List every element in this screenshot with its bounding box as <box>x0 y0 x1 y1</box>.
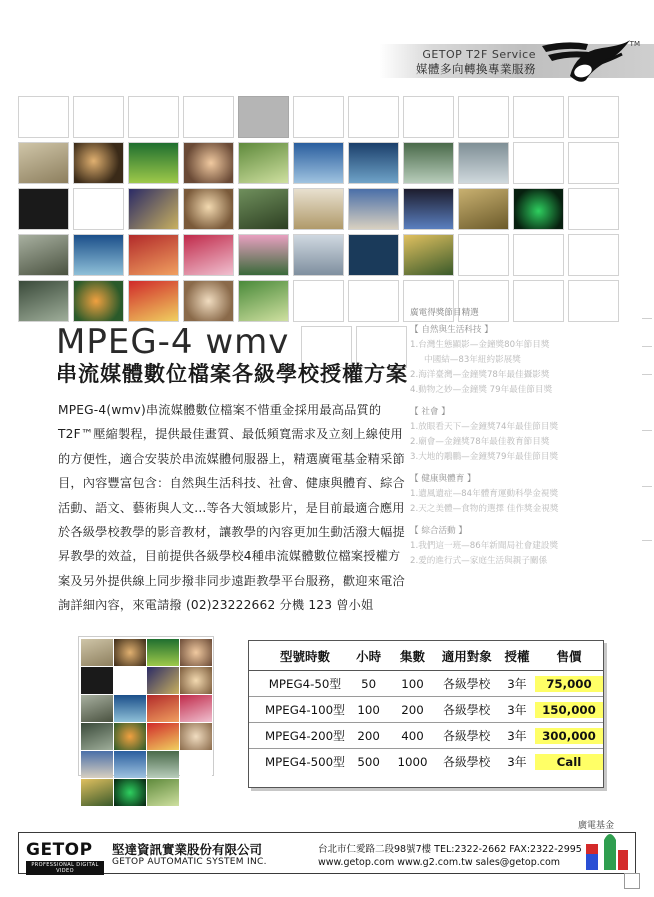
mosaic-tile <box>180 667 212 694</box>
cell-episodes: 1000 <box>397 754 428 769</box>
grid-cell <box>128 96 179 138</box>
grid-cell <box>238 142 289 184</box>
grid-cell <box>128 280 179 322</box>
cell-license: 3年 <box>499 723 535 749</box>
awards-heading: 廣電得獎節目精選 <box>410 308 479 318</box>
mosaic-thumbnails <box>78 636 214 776</box>
trademark-symbol: TM <box>629 40 640 48</box>
awards-group <box>410 472 610 517</box>
cell-target: 各級學校 <box>435 671 499 697</box>
grid-cell <box>348 96 399 138</box>
awards-item: 1.放眼看天下—金鐘獎74年最佳節目獎 <box>410 422 559 433</box>
awards-group <box>410 405 610 465</box>
grid-cell <box>128 142 179 184</box>
awards-item: 1.遺風遺症—84年體育運動科學金視獎 <box>410 489 559 500</box>
awards-item: 2.廟會—金鐘獎78年最佳教育節目獎 <box>410 437 550 448</box>
grid-cell <box>293 96 344 138</box>
grid-cell <box>348 280 399 322</box>
grid-row <box>18 234 636 280</box>
mosaic-tile <box>114 751 146 778</box>
mosaic-tile <box>147 723 179 750</box>
awards-item: 1.台灣生態顯影—金鐘獎80年節目獎 <box>410 340 550 351</box>
cell-license: 3年 <box>499 697 535 723</box>
pricing-table-box <box>248 640 604 788</box>
grid-row <box>18 188 636 234</box>
edge-mark <box>642 374 652 375</box>
col-header-hours: 小時 <box>347 641 390 671</box>
mosaic-tile <box>81 667 113 694</box>
grid-cell <box>183 188 234 230</box>
table-row <box>249 723 603 749</box>
edge-mark <box>642 540 652 541</box>
grid-cell <box>293 234 344 276</box>
mosaic-tile <box>180 751 212 778</box>
mosaic-tile <box>147 779 179 806</box>
grid-cell <box>183 142 234 184</box>
awards-group-label: 【 社會 】 <box>410 407 450 418</box>
grid-cell <box>458 188 509 230</box>
grid-cell <box>403 142 454 184</box>
page-title: MPEG-4 wmv <box>56 322 290 362</box>
awards-item: 中國結—83年紐約影展獎 <box>424 355 521 366</box>
mosaic-tile <box>147 639 179 666</box>
mosaic-tile <box>180 723 212 750</box>
company-name-cn: 堅達資訊實業股份有限公司 <box>112 842 263 857</box>
cell-license: 3年 <box>507 755 527 769</box>
cell-model: MPEG4-200型 <box>249 723 347 749</box>
getop-tagline: PROFESSIONAL DIGITAL VIDEO <box>26 861 104 875</box>
mosaic-tile <box>114 695 146 722</box>
awards-group-label: 【 自然與生活科技 】 <box>410 325 493 336</box>
grid-cell <box>73 234 124 276</box>
grid-cell <box>73 280 124 322</box>
grid-cell <box>568 188 619 230</box>
grid-cell <box>568 96 619 138</box>
grid-cell <box>73 96 124 138</box>
grid-cell <box>128 234 179 276</box>
cell-episodes: 400 <box>390 723 434 749</box>
grid-cell <box>18 96 69 138</box>
mosaic-tile <box>180 695 212 722</box>
service-title-cn: 媒體多向轉換專業服務 <box>416 61 536 76</box>
table-row <box>249 697 603 723</box>
price-highlight: 300,000 <box>535 728 603 744</box>
grid-cell <box>293 142 344 184</box>
grid-cell <box>568 234 619 276</box>
cell-target: 各級學校 <box>443 755 491 769</box>
price-highlight: 75,000 <box>535 676 603 692</box>
mosaic-tile <box>147 667 179 694</box>
grid-cell <box>348 188 399 230</box>
grid-cell <box>238 234 289 276</box>
t2f-logo-icon <box>536 38 636 84</box>
grid-row <box>18 96 636 142</box>
grid-cell <box>403 234 454 276</box>
grid-cell <box>73 142 124 184</box>
awards-group-label: 【 綜合活動 】 <box>410 526 468 537</box>
col-header-price: 售價 <box>535 641 603 671</box>
grid-cell <box>73 188 124 230</box>
grid-cell <box>18 280 69 322</box>
col-header-license: 授權 <box>499 641 535 671</box>
table-row <box>249 749 603 775</box>
mosaic-tile <box>114 723 146 750</box>
mosaic-tile <box>114 667 146 694</box>
awards-group <box>410 524 610 569</box>
awards-item: 2.愛的進行式—家庭生活與親子關係 <box>410 556 548 567</box>
grid-cell <box>458 142 509 184</box>
grid-cell <box>458 96 509 138</box>
cell-target: 各級學校 <box>435 723 499 749</box>
col-header-episodes: 集數 <box>390 641 434 671</box>
header-text-block <box>416 48 536 76</box>
edge-mark <box>642 346 652 347</box>
cell-model: MPEG4-500型 <box>264 755 345 769</box>
cell-price <box>535 697 603 723</box>
awards-item: 2.海洋臺灣—金鐘獎78年最佳攝影獎 <box>410 370 550 381</box>
cell-hours: 50 <box>347 671 390 697</box>
cell-hours: 200 <box>347 723 390 749</box>
grid-cell <box>238 96 289 138</box>
getop-wordmark: GETOP <box>26 840 93 860</box>
grid-cell <box>568 142 619 184</box>
mosaic-tile <box>114 779 146 806</box>
edge-mark <box>642 318 652 319</box>
cell-hours: 500 <box>357 754 380 769</box>
mosaic-tile <box>114 639 146 666</box>
cell-price <box>535 671 603 697</box>
grid-cell <box>348 142 399 184</box>
grid-cell <box>513 234 564 276</box>
grid-row <box>18 142 636 188</box>
grid-cell <box>293 280 344 322</box>
grid-cell <box>403 96 454 138</box>
grid-cell <box>513 188 564 230</box>
mosaic-tile <box>147 751 179 778</box>
pricing-table <box>249 641 603 774</box>
grid-cell <box>183 234 234 276</box>
grid-cell <box>18 142 69 184</box>
table-header-row <box>249 641 603 671</box>
cell-episodes: 200 <box>390 697 434 723</box>
gbf-logo-icon <box>584 826 630 872</box>
col-header-model: 型號時數 <box>249 641 347 671</box>
mosaic-tile <box>81 779 113 806</box>
cell-hours: 100 <box>347 697 390 723</box>
cell-model: MPEG4-100型 <box>249 697 347 723</box>
col-header-target: 適用對象 <box>435 641 499 671</box>
edge-mark <box>642 430 652 431</box>
grid-cell <box>348 234 399 276</box>
awards-group <box>410 323 610 398</box>
grid-cell <box>183 96 234 138</box>
grid-cell <box>293 188 344 230</box>
getop-logo <box>26 840 104 875</box>
contact-address: 台北市仁愛路二段98號7樓 TEL:2322-2662 FAX:2322-2995 <box>318 844 582 855</box>
mosaic-tile <box>81 695 113 722</box>
grid-cell <box>238 188 289 230</box>
price-highlight: Call <box>535 754 603 770</box>
grid-cell <box>238 280 289 322</box>
grid-cell <box>458 234 509 276</box>
grid-cell <box>18 234 69 276</box>
mosaic-tile <box>81 751 113 778</box>
grid-cell <box>18 188 69 230</box>
grid-cell <box>183 280 234 322</box>
mosaic-tile <box>147 695 179 722</box>
mosaic-tile <box>81 723 113 750</box>
awards-item: 4.動物之妙—金鐘獎 79年最佳節目獎 <box>410 385 553 396</box>
corner-register-mark <box>624 873 640 889</box>
awards-list <box>410 306 610 577</box>
company-name-en: GETOP AUTOMATIC SYSTEM INC. <box>112 857 267 867</box>
edge-mark <box>642 486 652 487</box>
table-row <box>249 671 603 697</box>
awards-item: 2.天之美體—食物的選擇 佳作獎金視獎 <box>410 504 559 515</box>
contact-web[interactable]: www.getop.com www.g2.com.tw sales@getop.com <box>318 857 561 868</box>
cell-model: MPEG4-50型 <box>249 671 347 697</box>
page-subtitle: 串流媒體數位檔案各級學校授權方案 <box>56 362 408 386</box>
grid-cell <box>513 96 564 138</box>
cell-price <box>535 723 603 749</box>
cell-target: 各級學校 <box>435 697 499 723</box>
gbf-label: 廣電基金 <box>577 821 614 831</box>
mosaic-tile <box>180 779 212 806</box>
grid-cell <box>128 188 179 230</box>
awards-group-label: 【 健康與體育 】 <box>410 474 476 485</box>
price-highlight: 150,000 <box>535 702 603 718</box>
grid-cell <box>403 188 454 230</box>
cell-license: 3年 <box>499 671 535 697</box>
cell-episodes: 100 <box>390 671 434 697</box>
awards-item: 3.大地的鵰鵬—金鐘獎79年最佳節目獎 <box>410 452 559 463</box>
mosaic-tile <box>180 639 212 666</box>
cell-price <box>535 749 603 775</box>
mosaic-tile <box>81 639 113 666</box>
awards-item: 1.我們這一班—86年新聞局社會建設獎 <box>410 541 559 552</box>
service-title-en: GETOP T2F Service <box>422 48 536 61</box>
body-paragraph: MPEG-4(wmv)串流媒體數位檔案不惜重金採用最高品質的T2F™壓縮製程，提供最佳畫質、最低頻寬需求及立刻上線使用的方便性，適合安裝於串流媒體伺服器上，精選廣電基金精采節目，內容豐富包含：自然與生活科技、社會、健康與體育、綜合活動、語文、藝術與人文...等各大領域影片，是目前最適合應用於各級學校教學的影音教材，讓教學的內容更加生動活潑大幅提昇教學的效益，目前提供各級學校4種串流媒體數位檔案授權方案及另外提供線上同步撥非同步遠距教學平台服務，歡迎來電洽詢詳細內容，來電請撥 (02)23222662 分機 123 曾小姐 <box>58 403 405 613</box>
grid-cell <box>513 142 564 184</box>
